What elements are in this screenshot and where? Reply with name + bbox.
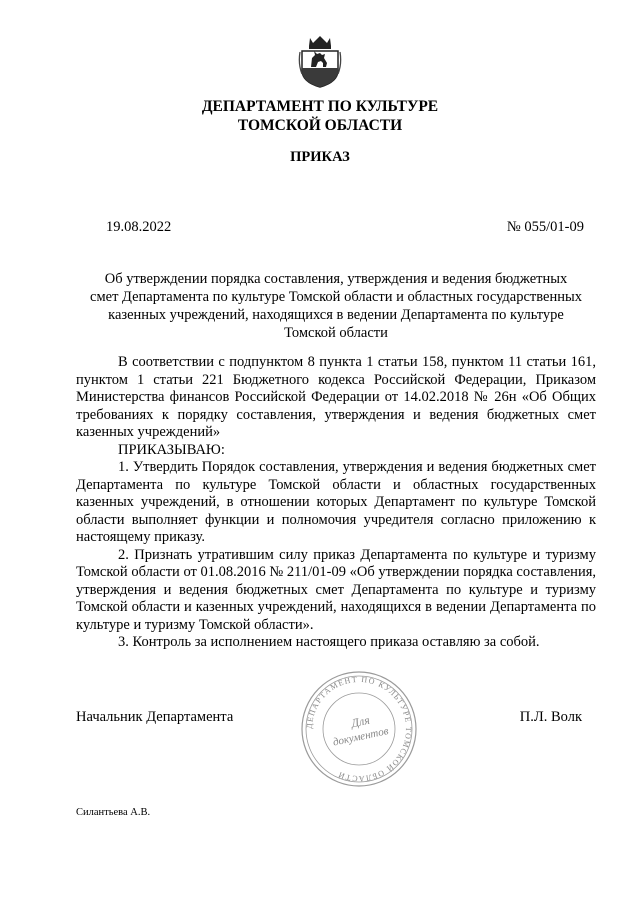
subject-line: Томской области bbox=[284, 325, 388, 341]
subject-line: смет Департамента по культуре Томской области и областных государственных bbox=[90, 289, 582, 305]
stamp-center-line-2: документов bbox=[331, 725, 390, 749]
document-body bbox=[76, 354, 596, 652]
svg-text:ДЕПАРТАМЕНТ ПО КУЛЬТУРЕ ТОМСКО bbox=[305, 675, 413, 783]
order-item-2: 2. Признать утратившим силу приказ Департамента по культуре и туризму Томской области от 01.08.2016 № 211/01-09 «Об утверждении порядка составления, утверждения и ведения бюджетных смет Департамента по культуре и туризму Томской области и казенных учреждений, находящихся в ведении Департамента по культуре и туризму Томской области». bbox=[76, 546, 596, 633]
official-stamp bbox=[300, 670, 418, 788]
stamp-ring-text: ДЕПАРТАМЕНТ ПО КУЛЬТУРЕ ТОМСКОЙ ОБЛАСТИ bbox=[304, 674, 414, 784]
subject-line: казенных учреждений, находящихся в ведении Департамента по культуре bbox=[108, 307, 564, 323]
order-word: ПРИКАЗЫВАЮ: bbox=[118, 441, 225, 458]
department-line-1: ДЕПАРТАМЕНТ ПО КУЛЬТУРЕ bbox=[201, 98, 439, 115]
order-item-1: 1. Утвердить Порядок составления, утверждения и ведения бюджетных смет Департамента по культуре Томской области и областных государственных казенных учреждений, в отношении которых Департамент по культуре Томской области выполняет функции и полномочия учредителя согласно приложению к настоящему приказу. bbox=[76, 459, 596, 545]
document-subject bbox=[76, 270, 596, 342]
coat-of-arms-icon bbox=[298, 34, 342, 88]
signatory-name: П.Л. Волк bbox=[519, 709, 582, 725]
department-name bbox=[0, 97, 640, 135]
department-line-2: ТОМСКОЙ ОБЛАСТИ bbox=[237, 117, 403, 134]
subject-line: Об утверждении порядка составления, утверждения и ведения бюджетных bbox=[104, 271, 568, 287]
signatory-position: Начальник Департамента bbox=[76, 709, 234, 725]
document-date: 19.08.2022 bbox=[106, 219, 172, 235]
order-item-3: 3. Контроль за исполнением настоящего приказа оставляю за собой. bbox=[118, 634, 540, 650]
preamble-paragraph: В соответствии с подпунктом 8 пункта 1 статьи 158, пунктом 11 статьи 161, пунктом 1 статьи 221 Бюджетного кодекса Российской Федерации, Приказом Министерства финансов Российской Федерации от 14.02.2018 № 26н «Об Общих требованиях к порядку составления, утверждения и ведения бюджетных смет казенных учреждений» bbox=[76, 354, 596, 440]
document-number: № 055/01-09 bbox=[506, 219, 584, 235]
executor-name: Силантьева А.В. bbox=[76, 807, 151, 818]
stamp-center-line-1: Для bbox=[349, 712, 371, 731]
document-type: ПРИКАЗ bbox=[290, 149, 350, 165]
